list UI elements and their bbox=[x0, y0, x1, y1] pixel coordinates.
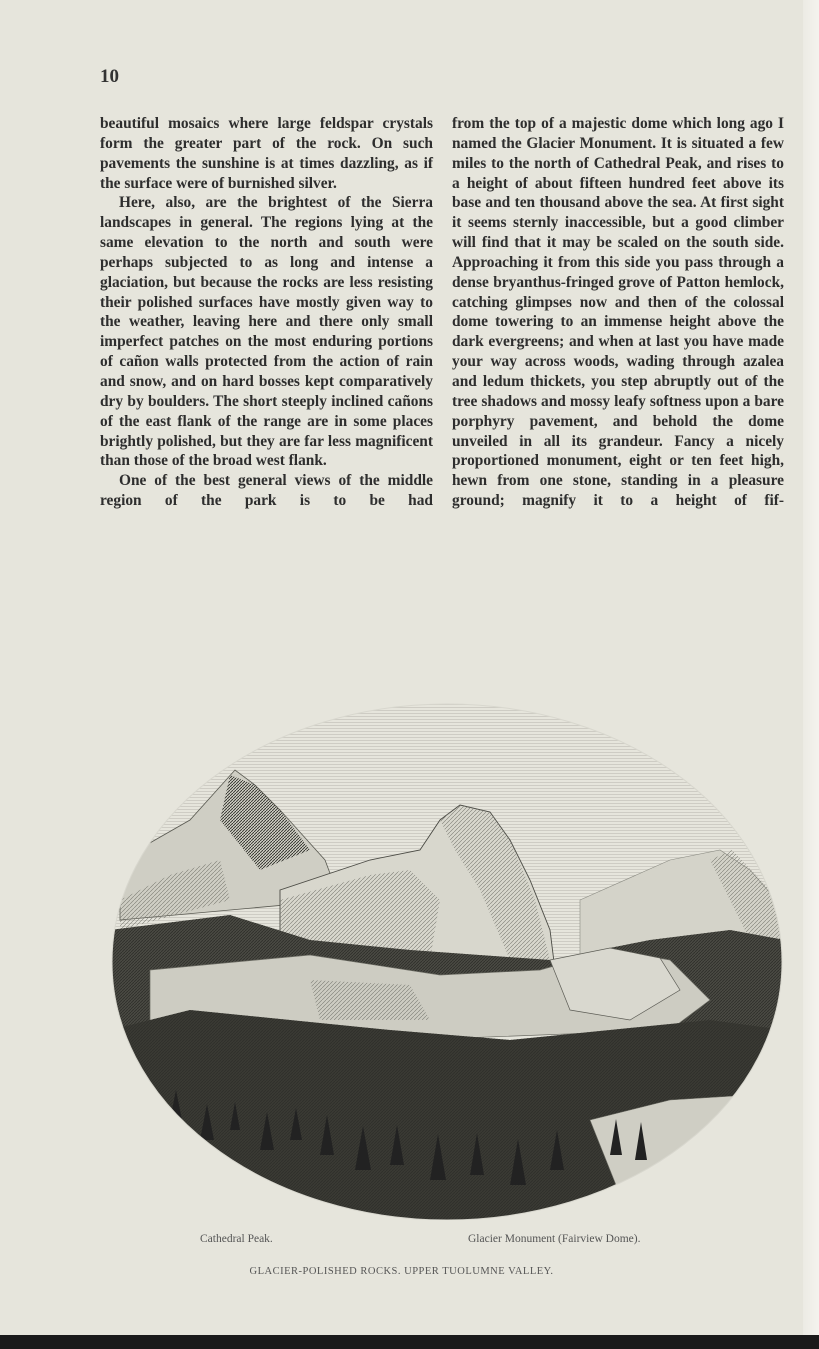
paragraph: One of the best general views of the middle region of the park is to be had bbox=[100, 472, 433, 510]
right-text-column bbox=[452, 114, 784, 511]
page-edge bbox=[803, 0, 819, 1349]
caption-left: Cathedral Peak. bbox=[200, 1233, 273, 1245]
left-text-column bbox=[100, 114, 433, 511]
figure-title: GLACIER-POLISHED ROCKS. UPPER TUOLUMNE VALLEY. bbox=[249, 1266, 554, 1277]
paragraph: from the top of a majestic dome which long ago I named the Glacier Monument. It is situated a few miles to the north of Cathedral Peak, and rises to a height of about fifteen hundred feet above its base and ten thousand above the sea. At first sight it seems sternly inaccessible, but a good climber will find that it may be scaled on the south side. Approaching it from this side you pass through a dense bryanthus-fringed grove of Patton hemlock, catching glimpses now and then of the colossal dome towering to an immense height above the dark evergreens; and when at last you have made your way across woods, wading through azalea and ledum thickets, you step abruptly out of the tree shadows and mossy leafy softness upon a bare porphyry pavement, and behold the dome unveiled in all its grandeur. Fancy a nicely proportioned monument, eight or ten feet high, hewn from one stone, standing in a pleasure ground; magnify it to a height of fif- bbox=[452, 115, 784, 510]
foreground-slope bbox=[590, 1095, 785, 1220]
paragraph: beautiful mosaics where large feldspar crystals form the greater part of the rock. On such pavements the sunshine is at times dazzling, as if the surface were of burnished silver. bbox=[100, 115, 433, 192]
paragraph: Here, also, are the brightest of the Sierra landscapes in general. The regions lying at the same elevation to the north and south were perhaps subjected to as long and intense a glaciation, but because the rocks are less resisting their polished surfaces have mostly given way to the weather, leaving here and there only small imperfect patches on the most enduring portions of cañon walls protected from the action of rain and snow, and on hard bosses kept comparatively dry by boulders. The short steeply inclined cañons of the east flank of the range are in some places brightly polished, but they are far less magnificent than those of the broad west flank. bbox=[100, 194, 433, 470]
caption-right: Glacier Monument (Fairview Dome). bbox=[468, 1233, 641, 1245]
scan-border bbox=[0, 1335, 819, 1349]
page-number: 10 bbox=[100, 66, 119, 87]
engraving-illustration bbox=[110, 700, 785, 1220]
